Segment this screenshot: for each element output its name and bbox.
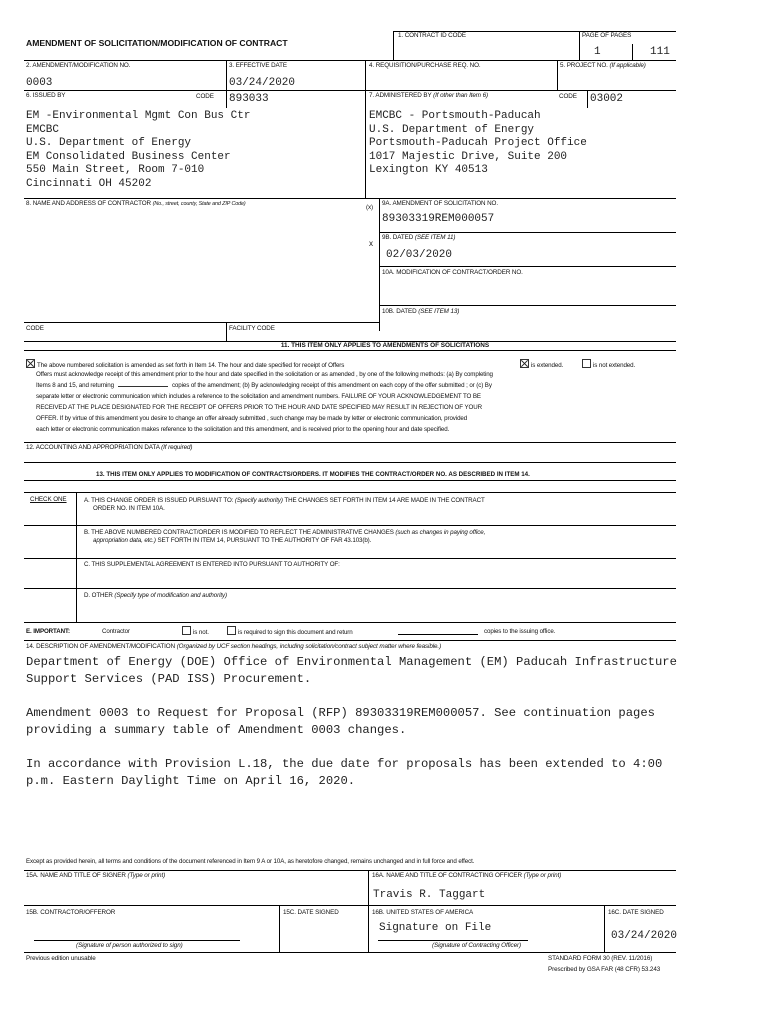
is-not-checkbox[interactable]: [182, 626, 191, 635]
amended-checkbox[interactable]: [26, 359, 35, 368]
contractor-word: Contractor: [102, 628, 130, 635]
item11-line2: Offers must acknowledge receipt of this amendment prior to the hour and date specified in the solicitation or as amended , by one of the following methods: (a) By completing: [36, 371, 493, 378]
project-no-label: 5. PROJECT NO. (If applicable): [560, 62, 646, 69]
item9a-value: 89303319REM000057: [382, 213, 495, 225]
not-extended-option: is not extended.: [582, 359, 635, 371]
accounting-data-label: 12. ACCOUNTING AND APPROPRIATION DATA (If required): [26, 444, 193, 451]
check-one-label: CHECK ONE: [30, 496, 67, 503]
is-not-extended-checkbox[interactable]: [582, 359, 591, 368]
option-a-text: A. THIS CHANGE ORDER IS ISSUED PURSUANT TO: (Specify authority) THE CHANGES SET FORTH IN ITEM 14 ARE MADE IN THE CONTRACT ORDER NO. IN ITEM 10A.: [84, 497, 485, 512]
usa-label: 16B. UNITED STATES OF AMERICA: [372, 909, 474, 916]
is-not-option: is not.: [182, 626, 209, 638]
contractor-date-label: 15C. DATE SIGNED: [283, 909, 339, 916]
contract-id-label: 1. CONTRACT ID CODE: [398, 32, 466, 39]
copies-blank: [398, 634, 478, 635]
copies-text: copies to the issuing office.: [484, 628, 556, 635]
administered-by-label: 7. ADMINISTERED BY (If other than Item 6): [369, 92, 488, 99]
item13-title: 13. THIS ITEM ONLY APPLIES TO MODIFICATION OF CONTRACTS/ORDERS. IT MODIFIES THE CONTRACT/ORDER NO. AS DESCRIBED IN ITEM 14.: [96, 471, 530, 478]
item11-line6: OFFER. If by virtue of this amendment you desire to change an offer already submitted , such change may be made by letter or electronic communication, provided: [36, 415, 468, 422]
item9a-label: 9A. AMENDMENT OF SOLICITATION NO.: [382, 200, 499, 207]
signer-name-label: 15A. NAME AND TITLE OF SIGNER (Type or print): [26, 872, 166, 879]
administered-by-address: EMCBC - Portsmouth-Paducah U.S. Department of Energy Portsmouth-Paducah Project Office 1017 Majestic Drive, Suite 200 Lexington KY 40513: [369, 110, 587, 176]
contractor-code-label: CODE: [26, 325, 44, 332]
except-text: Except as provided herein, all terms and conditions of the document referenced in Item 9 A or 10A, as heretofore changed, remains unchanged and in full force and effect.: [26, 858, 475, 865]
prescribed-by-label: Prescribed by GSA FAR (48 CFR) 53.243: [548, 966, 661, 973]
description-label: 14. DESCRIPTION OF AMENDMENT/MODIFICATION (Organized by UCF section headings, including solicitation/contract subject matter where feasible.): [26, 643, 442, 650]
requisition-label: 4. REQUISITION/PURCHASE REQ. NO.: [369, 62, 481, 69]
is-required-checkbox[interactable]: [227, 626, 236, 635]
is-required-option: is required to sign this document and return: [227, 626, 353, 638]
option-c-text: C. THIS SUPPLEMENTAL AGREEMENT IS ENTERED INTO PURSUANT TO AUTHORITY OF:: [84, 561, 340, 568]
admin-code-value: 03002: [590, 93, 624, 105]
important-label: E. IMPORTANT:: [26, 628, 70, 635]
item9b-value: 02/03/2020: [386, 249, 453, 261]
item11-line3: Items 8 and 15, and returning copies of the amendment; (b) By acknowledging receipt of this amendment on each copy of the offer submitted ; or (c) By: [36, 382, 492, 389]
amendment-no-value: 0003: [26, 77, 53, 89]
item11-title: 11. THIS ITEM ONLY APPLIES TO AMENDMENTS OF SOLICITATIONS: [280, 342, 490, 349]
item10a-label: 10A. MODIFICATION OF CONTRACT/ORDER NO.: [382, 269, 523, 276]
item9b-label: 9B. DATED (SEE ITEM 11): [382, 234, 456, 241]
description-text: Department of Energy (DOE) Office of Environmental Management (EM) Paducah Infrastructure Support Services (PAD ISS) Procurement. Amendment 0003 to Request for Proposal (RFP) 89303319REM000057. See continuation pages providing a summary table of Amendment 0003 changes. In accordance with Provision L.18, the due date for proposals has been extended to 4:00 p.m. Eastern Daylight Time on April 16, 2020.: [26, 655, 677, 788]
contractor-offeror-label: 15B. CONTRACTOR/OFFEROR: [26, 909, 116, 916]
item11-line7: each letter or electronic communication makes reference to the solicitation and this amendment, and is received prior to the opening hour and date specified.: [36, 426, 450, 433]
option-b-text: B. THE ABOVE NUMBERED CONTRACT/ORDER IS MODIFIED TO REFLECT THE ADMINISTRATIVE CHANGES (such as changes in paying office, appropriation data, etc.) SET FORTH IN ITEM 14, PURSUANT TO THE AUTHORITY OF FAR 43.103(b).: [84, 529, 486, 544]
item9b-check-mark: x: [369, 239, 373, 248]
admin-code-label: CODE: [559, 93, 577, 100]
issued-by-address: EM -Environmental Mgmt Con Bus Ctr EMCBC U.S. Department of Energy EM Consolidated Business Center 550 Main Street, Room 7-010 Cincinnati OH 45202: [26, 110, 251, 190]
total-pages: 111: [650, 46, 670, 58]
form-title: AMENDMENT OF SOLICITATION/MODIFICATION OF CONTRACT: [26, 38, 288, 48]
contractor-address-label: 8. NAME AND ADDRESS OF CONTRACTOR (No., street, county, State and ZIP Code): [26, 200, 246, 207]
page-number: 1: [594, 46, 601, 58]
effective-date-label: 3. EFFECTIVE DATE: [229, 62, 288, 69]
officer-date-value: 03/24/2020: [611, 930, 678, 942]
issued-code-label: CODE: [196, 93, 214, 100]
contracting-officer-label: 16A. NAME AND TITLE OF CONTRACTING OFFICER (Type or print): [372, 872, 562, 879]
previous-edition-note: Previous edition unusable: [26, 955, 96, 962]
is-extended-checkbox[interactable]: [520, 359, 529, 368]
extended-option: is extended.: [520, 359, 563, 371]
officer-signature: Signature on File: [379, 922, 492, 934]
item11-line1: The above numbered solicitation is amended as set forth in Item 14. The hour and date specified for receipt of Offers: [26, 359, 344, 371]
effective-date-value: 03/24/2020: [229, 77, 296, 89]
item11-line4: separate letter or electronic communication which includes a reference to the solicitation and amendment numbers. FAILURE OF YOUR ACKNOWLEDGEMENT TO BE: [36, 393, 481, 400]
option-d-text: D. OTHER (Specify type of modification and authority): [84, 592, 227, 599]
issued-code-value: 893033: [229, 93, 269, 105]
officer-signature-caption: (Signature of Contracting Officer): [432, 942, 521, 949]
facility-code-label: FACILITY CODE: [229, 325, 275, 332]
item10b-label: 10B. DATED (SEE ITEM 13): [382, 308, 460, 315]
issued-by-label: 6. ISSUED BY: [26, 92, 66, 99]
standard-form-label: STANDARD FORM 30 (REV. 11/2016): [548, 955, 653, 962]
amendment-no-label: 2. AMENDMENT/MODIFICATION NO.: [26, 62, 131, 69]
person-signature-caption: (Signature of person authorized to sign): [76, 942, 183, 949]
item9a-check-mark: (x): [366, 204, 374, 211]
contracting-officer-name: Travis R. Taggart: [373, 889, 486, 901]
page-of-pages-label: PAGE OF PAGES: [582, 32, 632, 39]
item11-line5: RECEIVED AT THE PLACE DESIGNATED FOR THE RECEIPT OF OFFERS PRIOR TO THE HOUR AND DATE SPECIFIED MAY RESULT IN REJECTION OF YOUR: [36, 404, 482, 411]
officer-date-label: 16C. DATE SIGNED: [608, 909, 664, 916]
